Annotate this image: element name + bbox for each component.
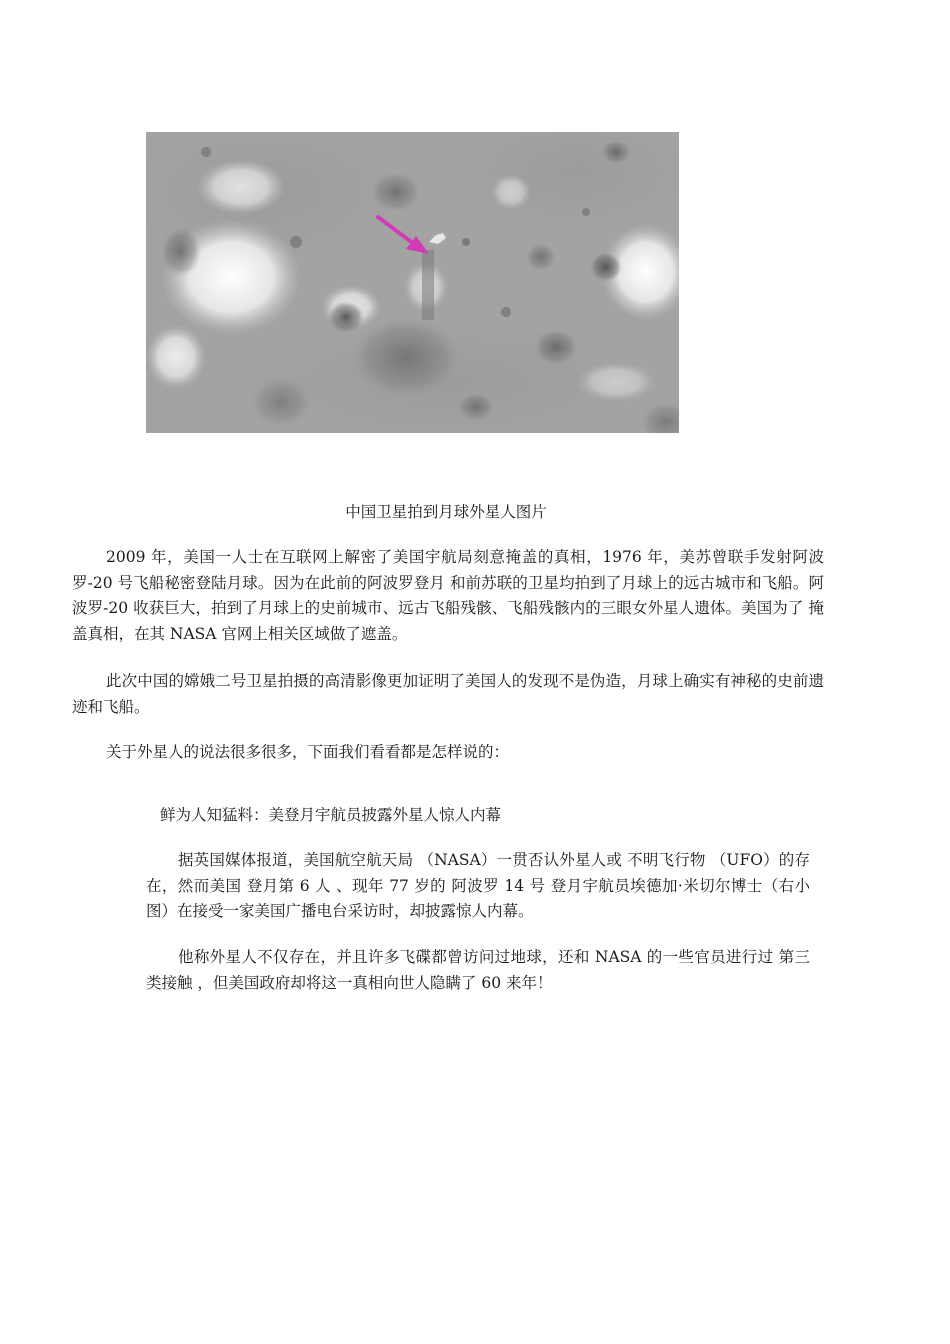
section-paragraph: 他称外星人不仅存在，并且许多飞碟都曾访问过地球，还和 NASA 的一些官员进行过 第三类接触 ，但美国政府却将这一真相向世人隐瞒了 60 来年！ (146, 948, 810, 992)
section-paragraph: 据英国媒体报道，美国航空航天局 （NASA）一贯否认外星人或 不明飞行物 （UFO）的存在，然而美国 登月第 6 人 、现年 77 岁的 阿波罗 14 号 登月宇航员埃德加·米切尔博士（右小图）在接受一家美国广播电台采访时，却披露惊人内幕。 (146, 851, 810, 920)
article-paragraph: 关于外星人的说法很多很多，下面我们看看都是怎样说的： (106, 743, 510, 761)
article-paragraph: 此次中国的嫦娥二号卫星拍摄的高清影像更加证明了美国人的发现不是伪造，月球上确实有神秘的史前遗迹和飞船。 (72, 672, 824, 716)
article-paragraph: 2009 年，美国一人士在互联网上解密了美国宇航局刻意掩盖的真相，1976 年，美苏曾联手发射阿波罗-20 号飞船秘密登陆月球。因为在此前的阿波罗登月 和前苏联的卫星均拍到了月球上的远古城市和飞船。阿波罗-20 收获巨大，拍到了月球上的史前城市、远古飞船残骸、飞船残骸内的三眼女外星人遗体。美国为了 掩盖真相，在其 NASA 官网上相关区域做了遮盖。 (72, 548, 824, 643)
figure-caption: 中国卫星拍到月球外星人图片 (345, 503, 547, 521)
section-title: 鲜为人知猛料：美登月宇航员披露外星人惊人内幕 (160, 806, 502, 824)
moon-surface-photo (146, 132, 679, 433)
